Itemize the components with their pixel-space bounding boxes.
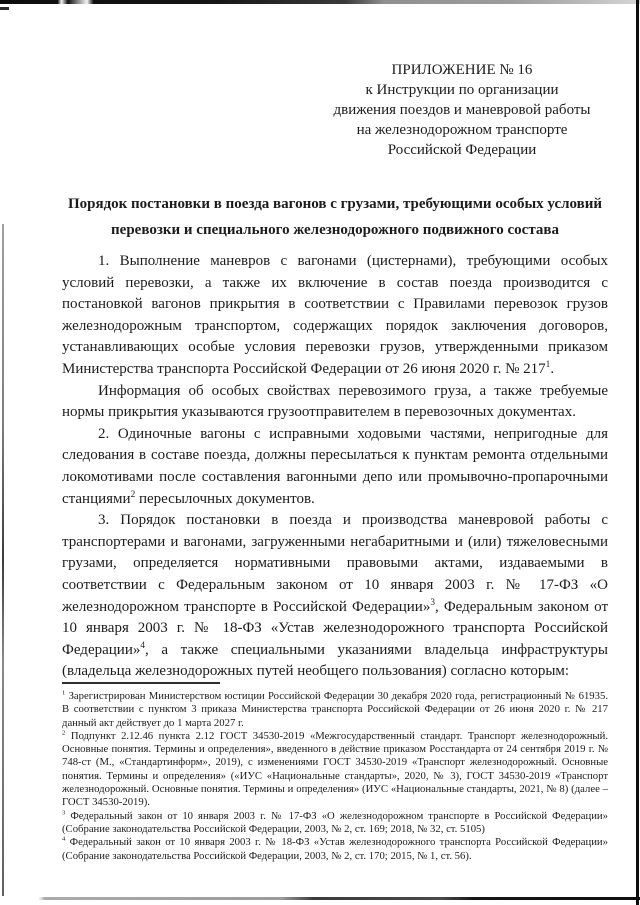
- paragraph-1: 1. Выполнение маневров с вагонами (цистернами), требующими особых условий перевозки, а также их включение в состав поезда производится с постановкой вагонов прикрытия в соответствии с Правилами перевозок грузов железнодорожным транспортом, содержащих порядок заключения договоров, устанавливающих особые условия перевозки грузов, утвержденными приказом Министерства транспорта Российской Федерации от 26 июня 2020 г. № $217^1$.: [62, 253, 608, 377]
- appendix-header-line: движения поездов и маневровой работы: [333, 102, 591, 118]
- footnote-ref-1: 1: [545, 359, 551, 370]
- footnote-3: $^3$ Федеральный закон от 10 января 2003 г. № 17-ФЗ «О железнодорожном транспорте в Российской Федерации» (Собрание законодательства Российской Федерации, 2003, № 2, ст. 169; 2018, № 32, ст. 5105): [62, 809, 608, 835]
- footnote-marker: 2: [62, 729, 66, 737]
- appendix-header-line: на железнодорожном транспорте: [356, 122, 568, 138]
- document-content: [62, 0, 608, 683]
- scan-artifact-right-edge: [636, 0, 639, 905]
- paragraph-3: 2. Одиночные вагоны с исправными ходовыми частями, непригодные для следования в составе поезда, должны пересылаться к пунктам ремонта отдельными локомотивами после составления вагонными депо или промывочно-пропарочными станциями$^2$ пересылочных документов.: [62, 425, 608, 507]
- paragraph-2: Информация об особых свойствах перевозимого груза, а также требуемые нормы прикрытия указываются грузоотправителем в перевозочных документах.: [62, 382, 608, 421]
- appendix-header-line: к Инструкции по организации: [365, 82, 559, 98]
- document-body: [62, 251, 608, 683]
- footnote-2: $^2$ Подпункт 2.12.46 пункта 2.12 ГОСТ 34530-2019 «Межгосударственный стандарт. Транспорт железнодорожный. Основные понятия. Термины и определения», введенного в действие приказом Росстандарта от 24 сентября 2019 г. № 748-ст (М., «Стандартинформ», 2019), с изменениями ГОСТ 34530-2019 «Транспорт железнодорожный. Основные понятия. Термины и определения» («ИУС «Национальные стандарты», 2020, № 3), ГОСТ 34530-2019 «Транспорт железнодорожный. Основные понятия. Термины и определения» (ИУС «Национальные стандарты, 2021, № 8) (далее – ГОСТ 34530-2019).: [62, 729, 608, 809]
- footnote-4: $^4$ Федеральный закон от 10 января 2003 г. № 18-ФЗ «Устав железнодорожного транспорта Российской Федерации» (Собрание законодательства Российской Федерации, 2003, № 2, ст. 170; 2015, № 1, ст. 56).: [62, 835, 608, 862]
- footnote-1: $^1$ Зарегистрирован Министерством юстиции Российской Федерации 30 декабря 2020 года, регистрационный № 61935. В соответствии с пунктом 3 приказа Министерства транспорта Российской Федерации от 26 июня 2020 г. № 217 данный акт действует до 1 марта 2027 г.: [62, 689, 608, 729]
- footnote-marker: 1: [62, 689, 66, 697]
- paragraph-4: 3. Порядок постановки в поезда и производства маневровой работы с транспортерами и вагонами, загруженными негабаритными и (или) тяжеловесными грузами, определяется нормативными правовыми актами, издаваемыми в соответствии с Федеральным законом от 10 января 2003 г. № 17-ФЗ «О железнодорожном транспорте в Российской Федерации»$^3$, Федеральным законом от 10 января 2003 г. № 18-ФЗ «Устав железнодорожного транспорта Российской Федерации»$^4$, а также специальными указаниями владельца инфраструктуры (владельца железнодорожных путей необщего пользования) согласно которым:: [62, 512, 608, 680]
- appendix-header: [316, 60, 608, 160]
- footnote-marker: 3: [62, 809, 66, 817]
- footnote-ref-2: 2: [130, 489, 136, 500]
- scan-artifact-left-edge: [2, 224, 4, 896]
- appendix-header-line: Российской Федерации: [387, 142, 537, 158]
- footnotes-list: [62, 690, 608, 863]
- appendix-header-line: ПРИЛОЖЕНИЕ № 16: [391, 62, 533, 78]
- footnote-ref-3: 3: [430, 597, 435, 608]
- footnote-marker: 4: [62, 835, 66, 843]
- footnote-separator: [62, 682, 220, 684]
- scan-artifact-top-left-notch: [0, 7, 9, 10]
- footnote-ref-4: 4: [140, 640, 145, 651]
- scan-artifact-bottom-edge: [0, 897, 640, 900]
- footnotes: [62, 682, 608, 863]
- document-title: Порядок постановки в поезда вагонов с грузами, требующими особых условий перевозки и специального железнодорожного подвижного состава: [67, 196, 603, 238]
